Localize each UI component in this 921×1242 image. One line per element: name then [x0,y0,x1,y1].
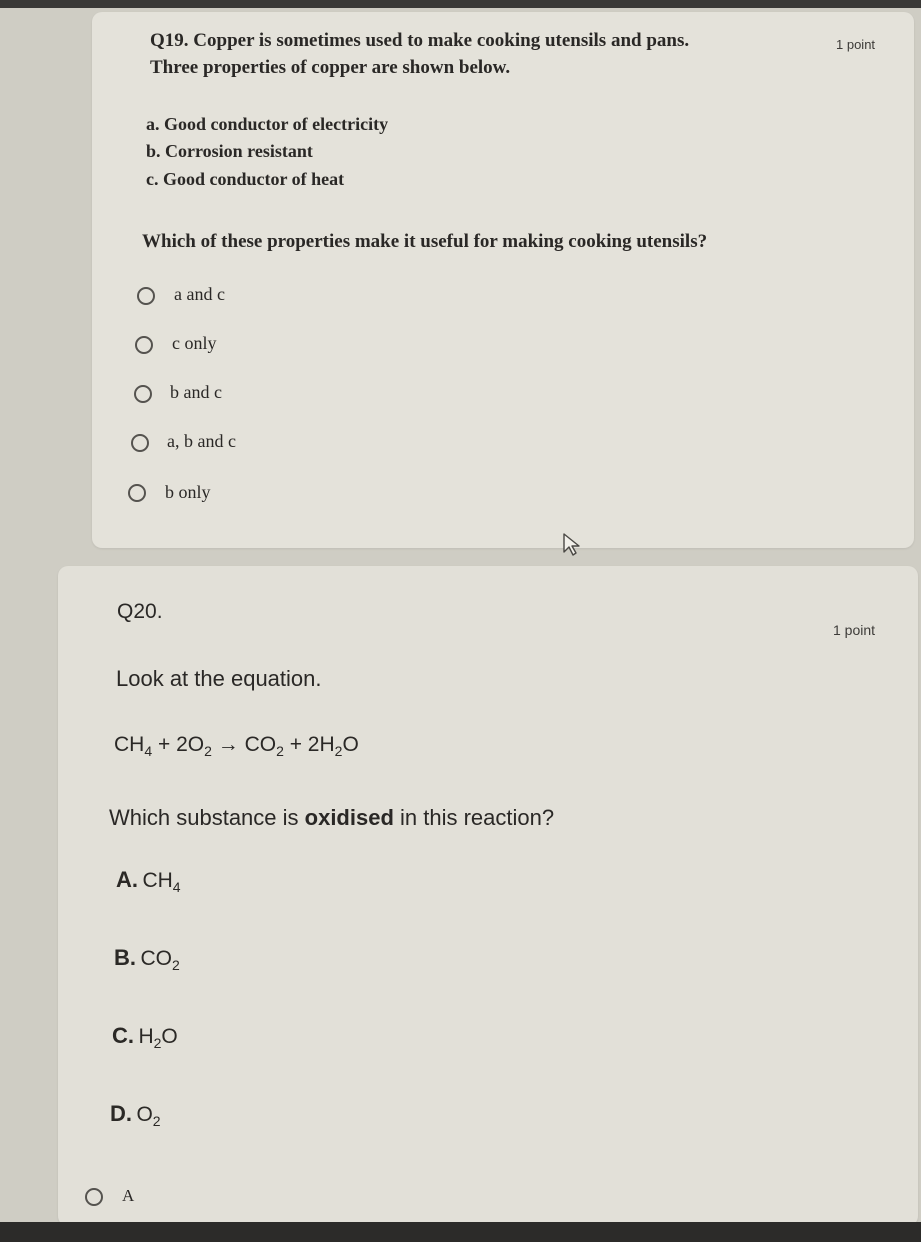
q19-question: Which of these properties make it useful for making cooking utensils? [142,231,708,252]
question-card-q20 [58,566,918,1226]
property-c: c. Good conductor of heat [146,169,345,189]
choice-c: C. $H_2O$ [112,1023,178,1052]
choice-a: A. $CH_4$ [116,867,181,896]
q19-option-label: a and c [174,284,225,304]
q19-option-label: b and c [170,382,222,402]
radio-button-icon[interactable] [128,484,146,502]
chemical-equation: $CH_4 + 2O_2 \to CO_2 + 2H_2O$ [114,733,359,760]
q20-points: 1 point [833,622,876,638]
radio-button-icon[interactable] [131,434,149,452]
q19-points: 1 point [836,37,876,52]
radio-button-icon[interactable] [137,287,155,305]
mouse-pointer-icon [562,532,584,558]
q19-title-line1: Q19. Copper is sometimes used to make cooking utensils and pans. [150,30,690,51]
bottom-edge [0,1222,921,1242]
q20-title: Q20. [117,600,163,623]
q20-option-label: A [122,1186,135,1205]
q19-option-label: a, b and c [167,431,236,451]
property-b: b. Corrosion resistant [146,141,313,161]
property-a: a. Good conductor of electricity [146,114,389,134]
q20-question: Which substance is oxidised in this reaction? [109,805,555,830]
choice-b: B. $CO_2$ [114,945,180,974]
radio-button-icon[interactable] [134,385,152,403]
radio-button-icon[interactable] [135,336,153,354]
choice-d: D. $O_2$ [110,1101,161,1130]
top-edge [0,0,921,8]
question-card-q19 [92,12,914,548]
q19-option-label: b only [165,482,211,502]
q20-intro: Look at the equation. [116,666,322,691]
radio-button-icon[interactable] [85,1188,103,1206]
q19-option-label: c only [172,333,217,353]
q19-title-line2: Three properties of copper are shown below. [150,57,511,78]
